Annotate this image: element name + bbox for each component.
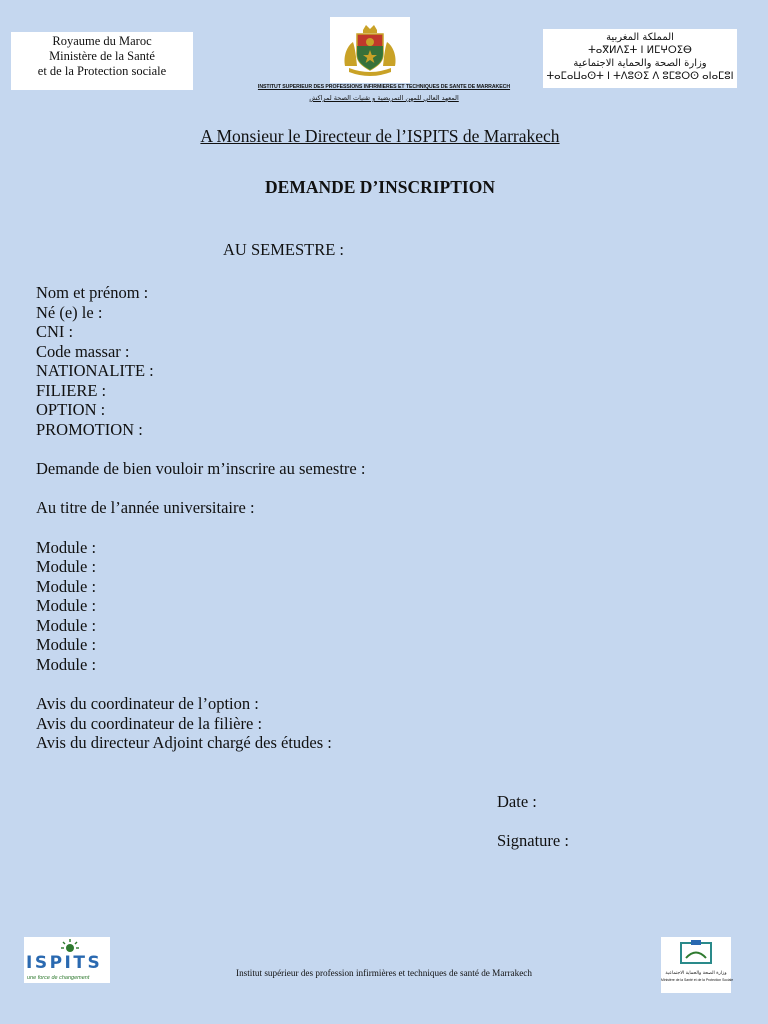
sun-icon (60, 938, 80, 954)
opinion-filiere-coordinator: Avis du coordinateur de la filière : (36, 713, 263, 733)
coat-of-arms-icon (330, 17, 410, 83)
ministry-logo-fr (11, 32, 193, 90)
opinion-option-coordinator: Avis du coordinateur de l’option : (36, 694, 259, 713)
institute-name-ar: المعهد العالي للمهن التمريضية و تقنيات الصحة لمراكش (309, 94, 459, 102)
ministry-fr-line-3: et de la Protection sociale (37, 64, 167, 78)
module-line-2: Module : (36, 557, 97, 576)
footer-institute-text: Institut supérieur des profession infirmières et techniques de santé de Marrakech (236, 968, 532, 978)
date-label: Date : (497, 792, 537, 811)
module-line-7: Module : (36, 654, 97, 674)
module-line-5: Module : (36, 615, 97, 635)
module-line-1: Module : (36, 537, 97, 557)
module-line-6: Module : (36, 635, 97, 654)
field-filiere: FILIERE : (36, 380, 107, 400)
field-promotion: PROMOTION : (36, 419, 143, 439)
ispits-logo-tagline: une force de changement (27, 975, 90, 981)
ministry-fr-line-2: Ministère de la Santé (49, 49, 155, 63)
field-nationality: NATIONALITE : (36, 361, 154, 380)
ministry-logo-small (661, 937, 734, 993)
addressee-line: A Monsieur le Directeur de l’ISPITS de Marrakech (200, 126, 560, 146)
ministry-logo-ar (543, 29, 737, 88)
ministry-small-fr-line: Ministère de la Santé et de la Protection Sociale (661, 978, 734, 982)
document-title: DEMANDE D’INSCRIPTION (265, 177, 495, 197)
field-birth-date: Né (e) le : (36, 302, 103, 322)
ministry-fr-line-1: Royaume du Maroc (52, 34, 152, 48)
ispits-logo (24, 937, 110, 983)
ministry-ar-line-4: ⵜⴰⵎⴰⵡⴰⵙⵜ ⵏ ⵜⴷⵓⵙⵉ ⴷ ⵓⵎⵓⵔⵙ ⴰⵏⴰⵎⵓⵏ (546, 71, 734, 82)
ministry-ar-line-3: وزارة الصحة والحماية الاجتماعية (573, 58, 707, 69)
ministry-ar-line-2: ⵜⴰⴳⵍⴷⵉⵜ ⵏ ⵍⵎⵖⵔⵉⴱ (588, 45, 692, 56)
ministry-ar-line-1: المملكة المغربية (606, 32, 674, 43)
ispits-logo-text: ISPITS (26, 953, 103, 973)
field-cni: CNI : (36, 322, 74, 341)
academic-year-label: Au titre de l’année universitaire : (36, 498, 255, 517)
request-text: Demande de bien vouloir m’inscrire au semestre : (36, 459, 366, 478)
semester-label: AU SEMESTRE : (223, 240, 345, 259)
field-code-massar: Code massar : (36, 341, 130, 361)
ministry-small-text (661, 971, 734, 983)
field-option: OPTION : (36, 400, 106, 419)
institute-name-fr: INSTITUT SUPERIEUR DES PROFESSIONS INFIRMIERES ET TECHNIQUES DE SANTE DE MARRAKECH (257, 84, 511, 90)
ministry-small-ar-line: وزارة الصحة والحماية الاجتماعية (665, 971, 727, 976)
coat-of-arms-emblem (339, 22, 401, 78)
signature-label: Signature : (497, 831, 569, 850)
opinion-deputy-director: Avis du directeur Adjoint chargé des études : (36, 733, 332, 752)
module-line-4: Module : (36, 596, 97, 615)
field-full-name: Nom et prénom : (36, 283, 149, 302)
ministry-emblem-icon (677, 939, 715, 969)
module-line-3: Module : (36, 576, 97, 596)
